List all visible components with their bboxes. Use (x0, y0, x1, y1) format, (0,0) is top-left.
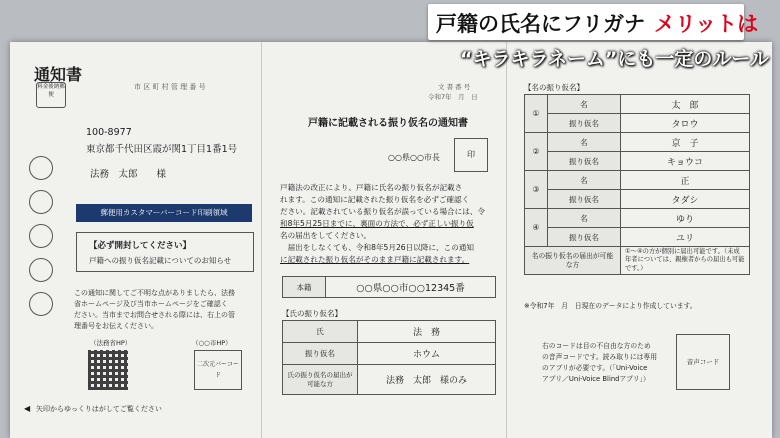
kana-label: 振り仮名 (548, 190, 621, 209)
doc-date: 令和7年 月 日 (428, 93, 478, 101)
kana-label: 振り仮名 (548, 152, 621, 171)
given-name: 正 (621, 171, 750, 190)
punch-circle (29, 190, 53, 214)
open-notice-box (76, 232, 254, 272)
city-qr-placeholder: 二次元バーコード (194, 350, 242, 390)
peel-arrow-icon: ◀ (24, 404, 31, 413)
moj-qr-code[interactable] (88, 350, 128, 390)
punch-circle (29, 258, 53, 282)
fold-line-2 (506, 42, 507, 438)
headline-accent: メリットは (654, 12, 759, 36)
punch-circle (29, 156, 53, 180)
punch-circle (29, 292, 53, 316)
given-name: 京 子 (621, 133, 750, 152)
notice-subtitle: 戸籍への振り仮名記載についてのお知らせ (89, 256, 232, 265)
entry-number: ④ (525, 209, 548, 247)
entry-number: ② (525, 133, 548, 171)
entry-number: ① (525, 95, 548, 133)
doc-number-label: 文 書 番 号 (438, 83, 471, 91)
fold-line-1 (261, 42, 262, 438)
headline-banner (428, 4, 759, 40)
subheadline: “キラキラネーム”にも一定のルール (460, 48, 770, 70)
surname-kana-value: ホウム (358, 343, 496, 365)
muni-code-label: 市 区 町 村 管 理 番 号 (134, 83, 206, 91)
notice-document: 通知書 料金後納郵便 市 区 町 村 管 理 番 号 100-8977 東京都千代田区霞が関1丁目1番1号 法務 太郎 様 郵便用カスタマーバーコード印刷領域 【必ず開封してください】 戸籍への振り仮名記載についてのお知らせ この通知に関してご不明な点がありましたら、法務 省ホームページ及び当市ホームページをご確認く ださい。当市までお問合せされる際には、右上の管 理番号をお伝えください。 （法務省HP） （○○市HP） 二次元バーコード ◀ 矢印からゆっくりはがしてご覧ください 文 書 番 号 令和7年 月 日 戸籍に記載される振り仮名の通知書 ○○県○○市長 印 戸籍法の改正により、戸籍に氏名の振り仮名が記載さ れます。この通知に記載された振り仮名を必ずご確認く ださい。記載されている振り仮名が誤っている場合には、令 和8年5月25日までに、裏面の方法で、必ず正しい振り仮 名の届出をしてください。 届出をしなくても、令和8年5月26日以降に、この通知 に記載された振り仮名がそのまま戸籍に記載されます。 本籍 ○○県○○市○○12345番 【氏の振り仮名】 氏 法 務 振り仮名 ホウム 氏の振り仮名の届出が可能な方 法務 太郎 様のみ 【名の振り仮名】 ① 名 太 郎 振り仮名 タロウ ② 名 京 子 振り仮名 キョウコ ③ 名 正 振り仮名 タダシ ④ 名 ゆり 振り仮名 ユリ 名の振り仮名の届出が可能な方 ①～④の方が個別に届出可能です。（未成年者については、親権者からの届出も可能です。） ※令和7年 月 日現在のデータにより作成しています。 右のコードは目の不自由な方のため の音声コードです。読み取りには専用 のアプリが必要です。（「Uni-Voice アプリ／Uni-Voice Blindアプリ」） 音声コード (10, 42, 772, 438)
barcode-area: 郵便用カスタマーバーコード印刷領域 (76, 204, 252, 222)
punch-circle (29, 224, 53, 248)
official-seal: 印 (454, 138, 488, 172)
honseki-table (282, 276, 496, 298)
surname-eligible-label: 氏の振り仮名の届出が可能な方 (283, 365, 358, 395)
given-name-kana: ユリ (621, 228, 750, 247)
surname-label: 氏 (283, 321, 358, 343)
doc-label: 通知書 (34, 65, 83, 84)
surname-section: 【氏の振り仮名】 (282, 309, 342, 318)
mayor-name: ○○県○○市長 (388, 153, 440, 162)
entry-number: ③ (525, 171, 548, 209)
city-hp-label: （○○市HP） (192, 339, 232, 347)
peel-hint: 矢印からゆっくりはがしてご覧ください (36, 405, 162, 413)
name-label: 名 (548, 133, 621, 152)
postage-stamp: 料金後納郵便 (36, 82, 66, 108)
kana-label: 振り仮名 (548, 114, 621, 133)
given-name-kana: キョウコ (621, 152, 750, 171)
kana-label: 振り仮名 (548, 228, 621, 247)
given-name-table (524, 94, 750, 275)
surname-table (282, 320, 496, 395)
notice-title: 【必ず開封してください】 (89, 241, 192, 251)
eligible-label: 名の振り仮名の届出が可能な方 (525, 247, 621, 275)
given-name-section: 【名の振り仮名】 (524, 83, 584, 92)
surname-eligible-value: 法務 太郎 様のみ (358, 365, 496, 395)
given-name-kana: タダシ (621, 190, 750, 209)
voice-code-box[interactable]: 音声コード (676, 334, 730, 390)
recipient: 法務 太郎 様 (90, 169, 167, 180)
given-name: 太 郎 (621, 95, 750, 114)
given-name-kana: タロウ (621, 114, 750, 133)
postal-code: 100-8977 (86, 127, 132, 138)
surname-kana-label: 振り仮名 (283, 343, 358, 365)
address: 東京都千代田区霞が関1丁目1番1号 (86, 144, 238, 155)
moj-hp-label: （法務省HP） (90, 339, 132, 347)
subheadline-banner (460, 42, 770, 72)
name-label: 名 (548, 171, 621, 190)
surname-value: 法 務 (358, 321, 496, 343)
honseki-value: ○○県○○市○○12345番 (326, 277, 496, 298)
name-label: 名 (548, 209, 621, 228)
notice-title: 戸籍に記載される振り仮名の通知書 (308, 118, 468, 129)
given-name: ゆり (621, 209, 750, 228)
data-note: ※令和7年 月 日現在のデータにより作成しています。 (524, 302, 697, 310)
honseki-label: 本籍 (283, 277, 326, 298)
name-label: 名 (548, 95, 621, 114)
headline-main: 戸籍の氏名にフリガナ (436, 12, 645, 36)
eligible-value: ①～④の方が個別に届出可能です。（未成年者については、親権者からの届出も可能です。） (621, 247, 750, 275)
